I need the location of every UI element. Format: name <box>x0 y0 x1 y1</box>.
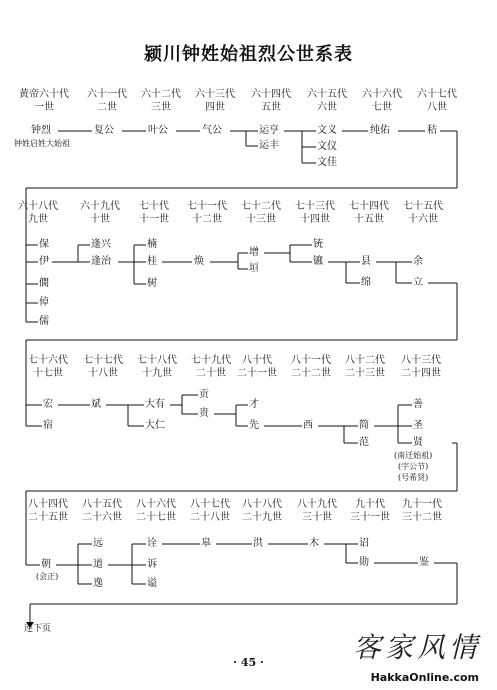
generation-shi: 十四世 <box>300 214 330 225</box>
person-name: 文义 <box>317 125 337 136</box>
generation-header <box>283 354 339 380</box>
generation-ordinal: 八十七代 <box>190 499 230 510</box>
generation-shi: 二十六世 <box>82 512 122 523</box>
page-number: · 45 · <box>233 656 264 669</box>
generation-header <box>20 354 76 380</box>
generation-header <box>129 354 185 380</box>
watermark <box>307 626 487 686</box>
generation-ordinal: 六十六代 <box>362 89 402 100</box>
generation-ordinal: 七十六代 <box>28 355 68 366</box>
person-name: 善 <box>413 399 423 410</box>
person-name: 洪 <box>253 538 263 549</box>
generation-ordinal: 六十四代 <box>251 89 291 100</box>
continue-label: 连下页 <box>24 624 52 634</box>
generation-shi: 九世 <box>28 214 48 225</box>
generation-shi: 二十四世 <box>401 368 441 379</box>
watermark-brush-text: 客家风情 <box>352 631 481 664</box>
person-name: 贡 <box>199 389 209 400</box>
generation-ordinal: 八十代 <box>242 355 272 366</box>
generation-shi: 三世 <box>151 102 171 113</box>
person-name: 增 <box>249 247 259 258</box>
person-name: 运亨 <box>259 125 279 136</box>
generation-header <box>10 200 66 226</box>
generation-shi: 一世 <box>34 102 54 113</box>
generation-header <box>394 498 450 524</box>
generation-ordinal: 八十九代 <box>297 499 337 510</box>
person-name: 立 <box>413 277 423 288</box>
person-name: 诏 <box>359 538 369 549</box>
generation-shi: 十八世 <box>88 368 118 379</box>
generation-header <box>234 498 290 524</box>
person-name: 道 <box>93 559 103 570</box>
page-title: 颍川钟姓始祖烈公世系表 <box>144 44 353 65</box>
person-name: 贤 <box>413 437 423 448</box>
person-name: 树 <box>147 278 157 289</box>
person-name: 朝 <box>41 559 51 570</box>
generation-shi: 十一世 <box>139 214 169 225</box>
generation-ordinal: 六十三代 <box>195 89 235 100</box>
person-name: 余 <box>413 256 423 267</box>
generation-ordinal: 九十代 <box>355 499 385 510</box>
generation-shi: 三十一世 <box>350 512 390 523</box>
generation-shi: 二十九世 <box>242 512 282 523</box>
generation-shi: 十九世 <box>142 368 172 379</box>
person-name: 远 <box>93 538 103 549</box>
generation-shi: 十七世 <box>33 368 63 379</box>
generation-ordinal: 八十一代 <box>291 355 331 366</box>
generation-shi: 二十七世 <box>136 512 176 523</box>
generation-ordinal: 七十九代 <box>191 355 231 366</box>
person-name: 大仁 <box>145 420 165 431</box>
generation-shi: 二十三世 <box>345 368 385 379</box>
person-name: 保 <box>39 239 49 250</box>
person-name: 逢兴 <box>91 239 111 250</box>
person-name: 木 <box>309 538 319 549</box>
person-name: 宿 <box>43 420 53 431</box>
generation-shi: 二十五世 <box>28 512 68 523</box>
person-name: 文佳 <box>317 157 337 168</box>
person-name: 诠 <box>147 538 157 549</box>
generation-ordinal: 六十一代 <box>87 89 127 100</box>
generation-header <box>182 498 238 524</box>
person-name: 钟烈 <box>31 125 51 136</box>
generation-header <box>75 354 131 380</box>
generation-ordinal: 八十四代 <box>28 499 68 510</box>
generation-header <box>74 498 130 524</box>
person-name: 绵 <box>361 277 371 288</box>
generation-header <box>187 88 243 114</box>
person-name: 运丰 <box>259 140 279 151</box>
generation-shi: 二世 <box>97 102 117 113</box>
generation-ordinal: 七十七代 <box>83 355 123 366</box>
generation-ordinal: 黄帝六十代 <box>19 89 69 100</box>
person-name: 秸 <box>427 125 437 136</box>
watermark-url: HakkaOnline.com <box>370 671 479 684</box>
generation-shi: 四世 <box>205 102 225 113</box>
generation-shi: 六世 <box>317 102 337 113</box>
generation-header <box>342 498 398 524</box>
person-name: 桂 <box>147 256 157 267</box>
person-note: (南迁始祖) <box>394 451 433 460</box>
person-name: 县 <box>361 256 371 267</box>
generation-ordinal: 六十五代 <box>307 89 347 100</box>
person-name: 楠 <box>147 239 157 250</box>
generation-header <box>229 354 285 380</box>
person-name: 贵 <box>199 408 209 419</box>
generation-ordinal: 七十代 <box>139 201 169 212</box>
person-note: (号希贤) <box>398 473 429 482</box>
generation-ordinal: 八十二代 <box>345 355 385 366</box>
person-name: 倬 <box>39 297 49 308</box>
person-name: 简 <box>359 420 369 431</box>
person-name: 斌 <box>91 399 101 410</box>
person-note: (字公节) <box>398 462 429 471</box>
person-name: 逢治 <box>91 256 111 267</box>
person-name: 复公 <box>94 125 114 136</box>
generation-header <box>243 88 299 114</box>
generation-shi: 十五世 <box>354 214 384 225</box>
generation-ordinal: 七十三代 <box>295 201 335 212</box>
generation-shi: 二十八世 <box>190 512 230 523</box>
generation-header <box>72 200 128 226</box>
generation-header <box>337 354 393 380</box>
person-note: 钟姓启姓大始祖 <box>14 139 70 148</box>
person-name: 镳 <box>313 256 323 267</box>
person-name: 大有 <box>145 399 165 410</box>
generation-ordinal: 九十一代 <box>402 499 442 510</box>
generation-shi: 二十一世 <box>237 368 277 379</box>
generation-header <box>79 88 135 114</box>
generation-shi: 三十世 <box>302 512 332 523</box>
person-name: 气公 <box>202 125 222 136</box>
generation-header <box>287 200 343 226</box>
generation-ordinal: 六十七代 <box>417 89 457 100</box>
generation-header <box>395 200 451 226</box>
generation-shi: 十世 <box>90 214 110 225</box>
generation-header <box>233 200 289 226</box>
generation-ordinal: 七十二代 <box>241 201 281 212</box>
person-name: 铳 <box>313 239 323 250</box>
person-name: 逸 <box>93 578 103 589</box>
person-name: 才 <box>249 399 259 410</box>
generation-header <box>299 88 355 114</box>
person-name: 诉 <box>147 559 157 570</box>
person-name: 伊 <box>39 256 49 267</box>
generation-ordinal: 七十四代 <box>349 201 389 212</box>
person-name: 纯佑 <box>370 125 390 136</box>
person-name: 鉴 <box>419 557 429 568</box>
generation-header <box>179 200 235 226</box>
generation-ordinal: 六十二代 <box>141 89 181 100</box>
person-name: 范 <box>359 437 369 448</box>
generation-shi: 十三世 <box>246 214 276 225</box>
generation-header <box>354 88 410 114</box>
generation-header <box>16 88 72 114</box>
generation-ordinal: 六十八代 <box>18 201 58 212</box>
generation-header <box>393 354 449 380</box>
person-name: 垣 <box>249 263 259 274</box>
generation-shi: 七世 <box>372 102 392 113</box>
generation-ordinal: 八十三代 <box>401 355 441 366</box>
person-name: 宏 <box>43 399 53 410</box>
person-name: 皋 <box>201 538 211 549</box>
person-name: 焕 <box>194 256 204 267</box>
person-name: 儒 <box>39 316 49 327</box>
person-name: 谥 <box>147 578 157 589</box>
generation-header <box>133 88 189 114</box>
generation-shi: 十六世 <box>408 214 438 225</box>
generation-shi: 八世 <box>427 102 447 113</box>
generation-shi: 三十二世 <box>402 512 442 523</box>
generation-header <box>20 498 76 524</box>
generation-ordinal: 六十九代 <box>80 201 120 212</box>
generation-ordinal: 八十八代 <box>242 499 282 510</box>
generation-header <box>341 200 397 226</box>
person-name: 勋 <box>359 557 369 568</box>
person-name: 西 <box>303 420 313 431</box>
generation-header <box>126 200 182 226</box>
generation-shi: 二十二世 <box>291 368 331 379</box>
generation-ordinal: 八十五代 <box>82 499 122 510</box>
person-name: 先 <box>249 420 259 431</box>
generation-shi: 五世 <box>261 102 281 113</box>
person-name: 僩 <box>39 278 49 289</box>
generation-ordinal: 七十一代 <box>187 201 227 212</box>
person-note: (会正) <box>36 572 59 581</box>
generation-header <box>128 498 184 524</box>
generation-ordinal: 七十五代 <box>403 201 443 212</box>
generation-header <box>289 498 345 524</box>
generation-shi: 十二世 <box>192 214 222 225</box>
person-name: 圣 <box>413 420 423 431</box>
generation-header <box>409 88 465 114</box>
person-name: 叶公 <box>148 125 168 136</box>
generation-ordinal: 七十八代 <box>137 355 177 366</box>
generation-ordinal: 八十六代 <box>136 499 176 510</box>
generation-shi: 二十世 <box>196 368 226 379</box>
person-name: 文仪 <box>317 141 337 152</box>
